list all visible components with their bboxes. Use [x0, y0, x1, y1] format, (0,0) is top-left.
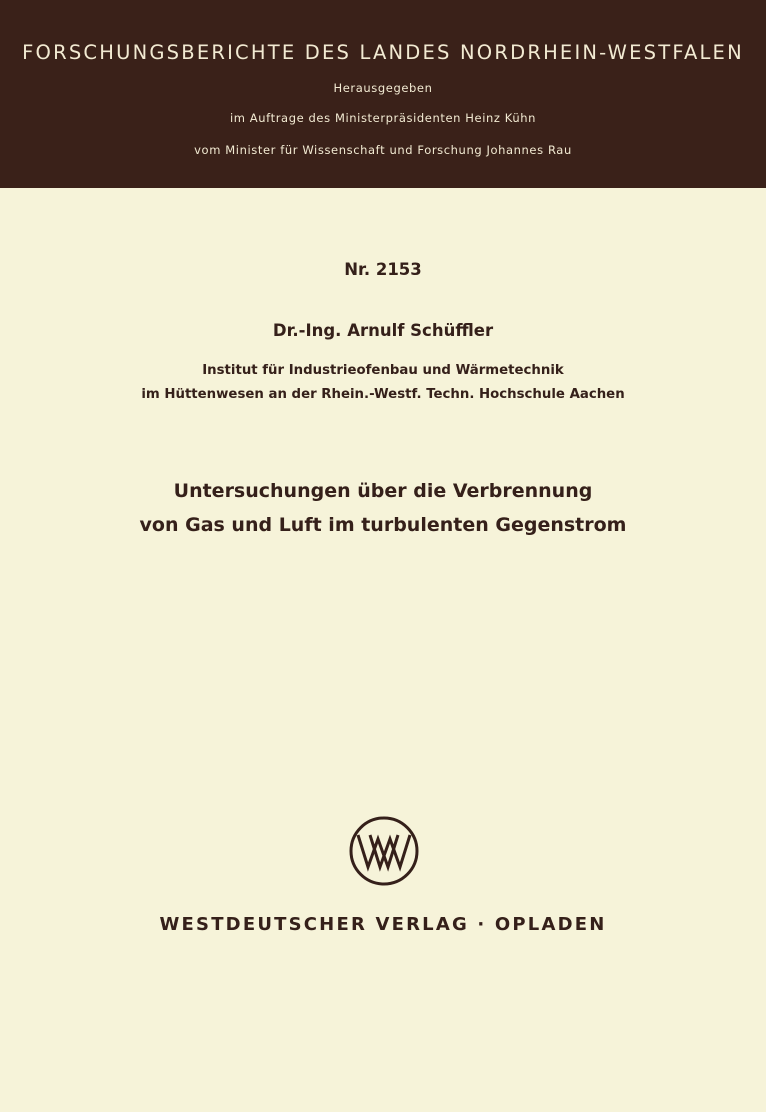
issue-number: Nr. 2153 [344, 260, 422, 279]
series-title: FORSCHUNGSBERICHTE DES LANDES NORDRHEIN-WESTFALEN [22, 41, 744, 64]
institution-line-1: Institut für Industrieofenbau und Wärmetechnik [202, 363, 564, 378]
author-name: Dr.-Ing. Arnulf Schüffler [272, 321, 494, 340]
book-title-line-1: Untersuchungen über die Verbrennung [173, 480, 593, 502]
institution-line-2: im Hüttenwesen an der Rhein.-Westf. Techn. Hochschule Aachen [141, 387, 625, 402]
publisher-imprint: WESTDEUTSCHER VERLAG · OPLADEN [159, 914, 607, 935]
minister-line: vom Minister für Wissenschaft und Forschung Johannes Rau [194, 143, 572, 157]
series-header-band [0, 0, 766, 188]
commission-line: im Auftrage des Ministerpräsidenten Heinz Kühn [229, 111, 537, 125]
publisher-ww-logo-icon [348, 815, 420, 887]
editor-line: Herausgegeben [333, 81, 433, 95]
book-title-line-2: von Gas und Luft im turbulenten Gegenstrom [139, 514, 627, 536]
